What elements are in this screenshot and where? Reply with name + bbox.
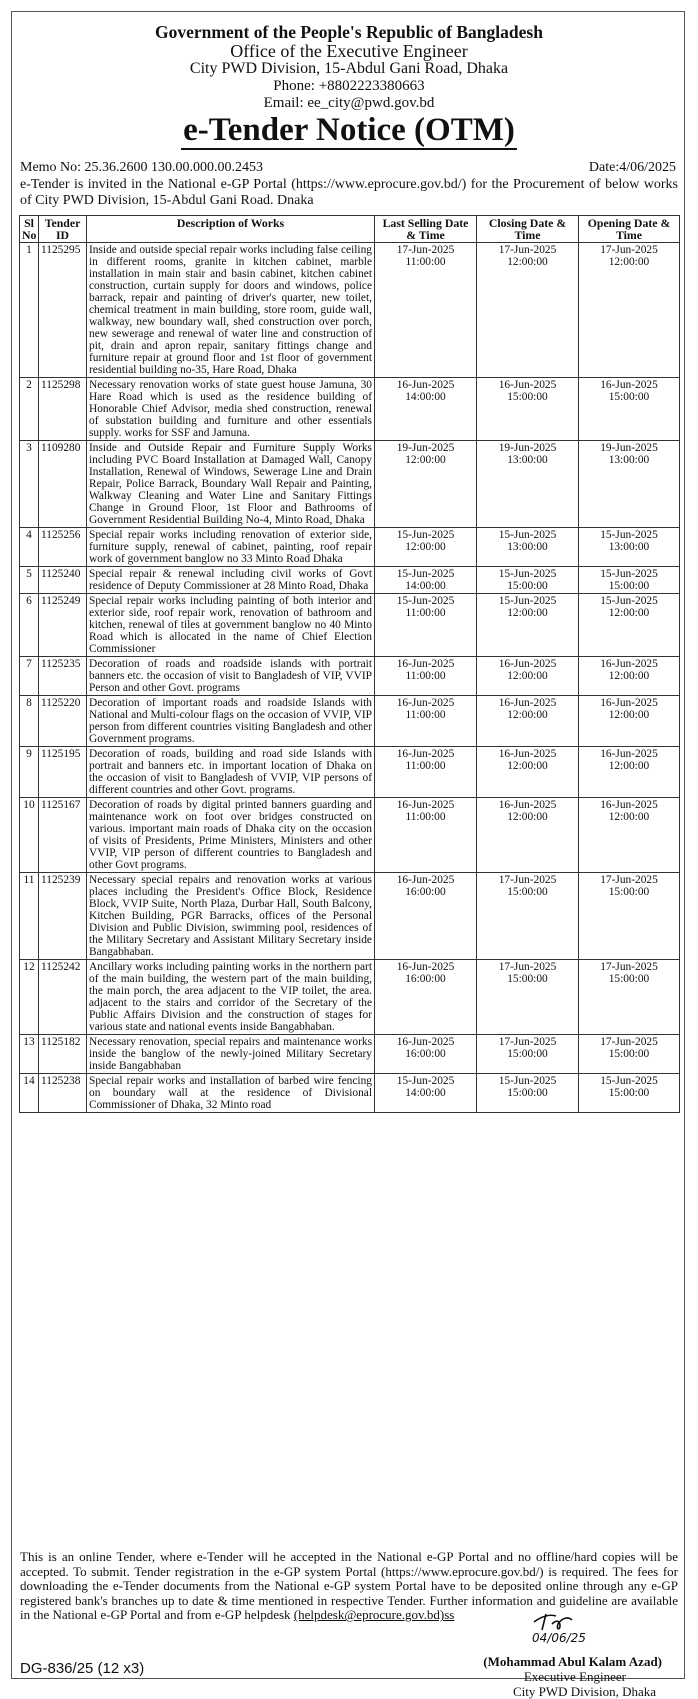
last-selling-cell: [375, 873, 477, 960]
tender-id-cell: 1125295: [39, 243, 87, 378]
signer-title: Executive Engineer: [523, 1669, 626, 1684]
closing-date: 15-Jun-2025: [498, 595, 557, 607]
closing-time: 15:00:00: [507, 886, 548, 898]
table-row: [20, 873, 680, 960]
signer-name: (Mohammad Abul Kalam Azad): [483, 1654, 662, 1669]
closing-date: 16-Jun-2025: [498, 697, 557, 709]
closing-time: 12:00:00: [507, 670, 548, 682]
table-row: [20, 378, 680, 441]
office-heading: Office of the Executive Engineer: [230, 41, 468, 61]
opening-date: 19-Jun-2025: [600, 442, 658, 454]
footer-text: This is an online Tender, where e-Tender will he accepted in the National e-GP Portal and no offline/hard copies will be accepted. To submit. Tender registration in the e-GP system Portal (https://www.eprocure.gov.bd/) is required. The fees for downloading the e-Tender documents from the National e-GP system Portal have to be deposited online through any e-GP registered bank's branches up to date & time mentioned in respective Tender. Further information and guideline are available in the National e-GP Portal and from e-GP helpdesk: [20, 1549, 678, 1623]
description-cell: Decoration of roads and roadside islands with portrait banners etc. the occasion of visit to Bangladesh of VIP, VVIP Person and other Govt. programs: [87, 657, 375, 696]
closing-time: 12:00:00: [507, 760, 548, 772]
opening-cell: [579, 378, 680, 441]
description-cell: Decoration of roads by digital printed banners guarding and maintenance work on foot over bridges constructed on various. important main roads of Dhaka city on the occasion of visits of Presidents, Prime Ministers, Ministers and other VVIP, VIP person of different countries to Bangladesh and other Govt programs.: [87, 798, 375, 873]
opening-cell: [579, 594, 680, 657]
closing-cell: [477, 243, 579, 378]
last-selling-time: 16:00:00: [405, 1048, 446, 1060]
closing-time: 13:00:00: [507, 454, 548, 466]
sl-cell: 6: [20, 594, 39, 657]
last-selling-cell: [375, 747, 477, 798]
opening-cell: [579, 243, 680, 378]
description-cell: Inside and outside special repair works including false ceiling in different rooms, granite in kitchen cabinet, marble installation in main stair and basin cabinet, kitchen cabinet construction, curtain supply for doors and windows, police barrack, repair and painting of driver's quarter, new toilet, chemical treatment in main building, store room, guide wall, walkway, new boundary wall, shed construction over porch, new sewerage and renewal of water line and construction of pit, drain and apron repair, sanitary fittings change and furniture repair at ground floor and 1st floor of government residential building no-35, Hare Road, Dhaka: [87, 243, 375, 378]
last-selling-date: 16-Jun-2025: [396, 961, 455, 973]
closing-cell: [477, 873, 579, 960]
opening-date: 15-Jun-2025: [600, 529, 658, 541]
col-opening-header: Opening Date & Time: [579, 216, 680, 243]
opening-date: 17-Jun-2025: [600, 1036, 658, 1048]
sl-cell: 12: [20, 960, 39, 1035]
table-row: [20, 1074, 680, 1113]
closing-cell: [477, 657, 579, 696]
opening-date: 16-Jun-2025: [600, 697, 658, 709]
description-cell: Special repair works including painting of both interior and exterior side, roof repair work, renovation of bathroom and kitchen, renewal of tiles at government banglow no 40 Minto Road which is allocated in the name of Chief Election Commissioner: [87, 594, 375, 657]
intro-paragraph: e-Tender is invited in the National e-GP Portal (https://www.eprocure.gov.bd/) for the Procurement of below works of City PWD Division, 15-Abdul Gani Road. Dnaka: [20, 177, 678, 208]
sl-cell: 11: [20, 873, 39, 960]
closing-date: 17-Jun-2025: [498, 874, 557, 886]
description-cell: Necessary renovation works of state guest house Jamuna, 30 Hare Road which is used as the residence building of Honorable Chief Advisor, media shed construction, renewal of substation building and furniture and other essentials supply. works for SSF and Jamuna.: [87, 378, 375, 441]
closing-time: 15:00:00: [507, 1087, 548, 1099]
closing-time: 15:00:00: [507, 973, 548, 985]
last-selling-cell: [375, 960, 477, 1035]
opening-date: 17-Jun-2025: [600, 244, 658, 256]
opening-date: 17-Jun-2025: [600, 874, 658, 886]
col-description-header: Description of Works: [87, 216, 375, 243]
table-row: [20, 960, 680, 1035]
last-selling-date: 16-Jun-2025: [396, 874, 455, 886]
last-selling-date: 15-Jun-2025: [396, 568, 455, 580]
opening-time: 12:00:00: [608, 607, 650, 619]
table-row: [20, 696, 680, 747]
tender-id-cell: 1125235: [39, 657, 87, 696]
opening-time: 15:00:00: [608, 1048, 650, 1060]
closing-cell: [477, 747, 579, 798]
closing-cell: [477, 696, 579, 747]
opening-date: 16-Jun-2025: [600, 748, 658, 760]
last-selling-cell: [375, 1074, 477, 1113]
tender-id-cell: 1125240: [39, 567, 87, 594]
notice-date: Date:4/06/2025: [588, 160, 676, 175]
closing-cell: [477, 1074, 579, 1113]
opening-cell: [579, 1074, 680, 1113]
opening-date: 16-Jun-2025: [600, 379, 658, 391]
tender-id-cell: 1125239: [39, 873, 87, 960]
dg-reference: DG-836/25 (12 x3): [20, 1660, 145, 1677]
closing-cell: [477, 528, 579, 567]
last-selling-cell: [375, 441, 477, 528]
col-sl-header: Sl No: [20, 216, 39, 243]
opening-cell: [579, 798, 680, 873]
closing-time: 12:00:00: [507, 811, 548, 823]
closing-date: 19-Jun-2025: [498, 442, 557, 454]
closing-cell: [477, 567, 579, 594]
closing-cell: [477, 441, 579, 528]
last-selling-cell: [375, 567, 477, 594]
opening-cell: [579, 873, 680, 960]
table-row: [20, 747, 680, 798]
opening-time: 15:00:00: [608, 580, 650, 592]
last-selling-date: 16-Jun-2025: [396, 379, 455, 391]
last-selling-time: 11:00:00: [405, 607, 446, 619]
opening-cell: [579, 567, 680, 594]
tender-id-cell: 1109280: [39, 441, 87, 528]
last-selling-date: 15-Jun-2025: [396, 1075, 455, 1087]
table-row: [20, 528, 680, 567]
opening-cell: [579, 441, 680, 528]
opening-time: 13:00:00: [608, 541, 650, 553]
description-cell: Decoration of important roads and roadside Islands with National and Multi-colour flags on the occasion of VVIP, VIP person from different countries visiting Bangladesh and other Government programs.: [87, 696, 375, 747]
tender-id-cell: 1125256: [39, 528, 87, 567]
tender-table-body: [20, 243, 680, 1113]
last-selling-time: 16:00:00: [405, 886, 446, 898]
tender-id-cell: 1125195: [39, 747, 87, 798]
closing-cell: [477, 1035, 579, 1074]
tender-id-cell: 1125220: [39, 696, 87, 747]
last-selling-cell: [375, 657, 477, 696]
last-selling-date: 19-Jun-2025: [396, 442, 455, 454]
helpdesk-email-link[interactable]: (helpdesk@eprocure.gov.bd)ss: [293, 1607, 455, 1623]
opening-date: 16-Jun-2025: [600, 799, 658, 811]
tender-id-cell: 1125298: [39, 378, 87, 441]
division-address: City PWD Division, 15-Abdul Gani Road, Dhaka: [189, 60, 509, 77]
signer-office: City PWD Division, Dhaka: [513, 1684, 656, 1699]
opening-time: 12:00:00: [608, 709, 650, 721]
last-selling-date: 16-Jun-2025: [396, 799, 455, 811]
table-header-row: [20, 216, 680, 243]
opening-time: 13:00:00: [608, 454, 650, 466]
table-row: [20, 594, 680, 657]
last-selling-time: 11:00:00: [405, 811, 446, 823]
last-selling-cell: [375, 528, 477, 567]
description-cell: Ancillary works including painting works in the northern part of the main building, the western part of the main building, the main porch, the area adjacent to the VIP toilet, the area. adjacent to the stairs and corridor of the Secretary of the Public Affairs Division and the construction of stages for various state and national events inside Bangabhaban.: [87, 960, 375, 1035]
table-row: [20, 243, 680, 378]
sl-cell: 5: [20, 567, 39, 594]
table-row: [20, 441, 680, 528]
closing-time: 15:00:00: [507, 580, 548, 592]
last-selling-time: 14:00:00: [405, 1087, 446, 1099]
sl-cell: 1: [20, 243, 39, 378]
opening-time: 12:00:00: [608, 256, 650, 268]
government-heading: Government of the People's Republic of Bangladesh: [155, 22, 543, 42]
last-selling-date: 15-Jun-2025: [396, 529, 455, 541]
col-closing-header: Closing Date & Time: [477, 216, 579, 243]
opening-cell: [579, 960, 680, 1035]
table-row: [20, 798, 680, 873]
col-tender-id-header: Tender ID: [39, 216, 87, 243]
description-cell: Special repair works and installation of barbed wire fencing on boundary wall at the residence of Divisional Commissioner of Dhaka, 32 Minto road: [87, 1074, 375, 1113]
opening-time: 15:00:00: [608, 1087, 650, 1099]
notice-title-text: e-Tender Notice (OTM): [183, 112, 515, 148]
opening-date: 17-Jun-2025: [600, 961, 658, 973]
sl-cell: 10: [20, 798, 39, 873]
col-last-selling-header: Last Selling Date & Time: [375, 216, 477, 243]
opening-cell: [579, 696, 680, 747]
opening-cell: [579, 528, 680, 567]
last-selling-time: 14:00:00: [405, 391, 446, 403]
last-selling-date: 16-Jun-2025: [396, 697, 455, 709]
opening-time: 12:00:00: [608, 670, 650, 682]
last-selling-date: 16-Jun-2025: [396, 748, 455, 760]
opening-time: 15:00:00: [608, 973, 650, 985]
last-selling-cell: [375, 378, 477, 441]
sl-cell: 7: [20, 657, 39, 696]
last-selling-cell: [375, 594, 477, 657]
closing-date: 17-Jun-2025: [498, 244, 557, 256]
opening-time: 15:00:00: [608, 391, 650, 403]
table-row: [20, 1035, 680, 1074]
tender-id-cell: 1125242: [39, 960, 87, 1035]
last-selling-date: 17-Jun-2025: [396, 244, 455, 256]
last-selling-time: 11:00:00: [405, 256, 446, 268]
closing-date: 15-Jun-2025: [498, 568, 557, 580]
last-selling-cell: [375, 1035, 477, 1074]
sl-cell: 4: [20, 528, 39, 567]
closing-cell: [477, 960, 579, 1035]
description-cell: Decoration of roads, building and road side Islands with portrait and banners etc. in important location of Dhaka on the occasion of visit to Bangladesh of VVIP, VIP persons of different countries and other Govt. programs.: [87, 747, 375, 798]
opening-date: 15-Jun-2025: [600, 568, 658, 580]
closing-date: 16-Jun-2025: [498, 748, 557, 760]
email-line: Email: ee_city@pwd.gov.bd: [263, 95, 435, 111]
last-selling-cell: [375, 243, 477, 378]
closing-cell: [477, 594, 579, 657]
opening-cell: [579, 747, 680, 798]
closing-date: 16-Jun-2025: [498, 379, 557, 391]
last-selling-time: 11:00:00: [405, 760, 446, 772]
last-selling-date: 15-Jun-2025: [396, 595, 455, 607]
closing-date: 17-Jun-2025: [498, 1036, 557, 1048]
table-row: [20, 567, 680, 594]
opening-cell: [579, 657, 680, 696]
tender-id-cell: 1125238: [39, 1074, 87, 1113]
sl-cell: 13: [20, 1035, 39, 1074]
closing-cell: [477, 798, 579, 873]
opening-date: 15-Jun-2025: [600, 595, 658, 607]
sl-cell: 3: [20, 441, 39, 528]
last-selling-time: 11:00:00: [405, 709, 446, 721]
closing-time: 15:00:00: [507, 391, 548, 403]
last-selling-cell: [375, 696, 477, 747]
closing-time: 12:00:00: [507, 709, 548, 721]
tender-id-cell: 1125249: [39, 594, 87, 657]
closing-date: 16-Jun-2025: [498, 799, 557, 811]
sl-cell: 8: [20, 696, 39, 747]
opening-time: 15:00:00: [608, 886, 650, 898]
closing-time: 12:00:00: [507, 256, 548, 268]
tender-table: [19, 215, 680, 1113]
last-selling-cell: [375, 798, 477, 873]
last-selling-date: 16-Jun-2025: [396, 658, 455, 670]
description-cell: Inside and Outside Repair and Furniture Supply Works including PVC Board Installation at Damaged Wall, Canopy Installation, Renewal of Windows, Sewerage Line and Drain Repair, Police Barrack, Boundary Wall Repair and Painting, Walkway Cleaning and Water Line and Sanitary Fittings Change in Ground Floor, 1st Floor and Bathrooms of Government Residential Building No-4, Minto Road, Dhaka: [87, 441, 375, 528]
closing-date: 17-Jun-2025: [498, 961, 557, 973]
closing-time: 15:00:00: [507, 1048, 548, 1060]
description-cell: Special repair works including renovation of exterior side, furniture supply, renewal of cabinet, painting, roof repair work of government banglow no 33 Minto Road Dhaka: [87, 528, 375, 567]
closing-date: 16-Jun-2025: [498, 658, 557, 670]
tender-id-cell: 1125182: [39, 1035, 87, 1074]
closing-cell: [477, 378, 579, 441]
last-selling-time: 12:00:00: [405, 541, 446, 553]
description-cell: Necessary special repairs and renovation works at various places including the President's Office Block, Residence Block, VVIP Suite, North Plaza, Durbar Hall, South Balcony, Kitchen Building, PGR Barracks, offices of the Personal Division and Public Division, swimming pool, residences of the Military Secretary and Assistant Military Secretary inside Bangabhaban.: [87, 873, 375, 960]
closing-time: 12:00:00: [507, 607, 548, 619]
description-cell: Necessary renovation, special repairs and maintenance works inside the banglow of the newly-joined Military Secretary inside Bangabhaban: [87, 1035, 375, 1074]
opening-time: 12:00:00: [608, 760, 650, 772]
signature-date: 04/06/25: [532, 1631, 586, 1645]
signature-image: [512, 1608, 662, 1650]
opening-time: 12:00:00: [608, 811, 650, 823]
sl-cell: 14: [20, 1074, 39, 1113]
last-selling-time: 16:00:00: [405, 973, 446, 985]
last-selling-time: 11:00:00: [405, 670, 446, 682]
table-row: [20, 657, 680, 696]
notice-title: [12, 114, 686, 147]
closing-date: 15-Jun-2025: [498, 529, 557, 541]
sl-cell: 9: [20, 747, 39, 798]
opening-date: 15-Jun-2025: [600, 1075, 658, 1087]
last-selling-time: 12:00:00: [405, 454, 446, 466]
closing-time: 13:00:00: [507, 541, 548, 553]
description-cell: Special repair & renewal including civil works of Govt residence of Deputy Commissioner at 28 Minto Road, Dhaka: [87, 567, 375, 594]
opening-date: 16-Jun-2025: [600, 658, 658, 670]
tender-id-cell: 1125167: [39, 798, 87, 873]
last-selling-date: 16-Jun-2025: [396, 1036, 455, 1048]
closing-date: 15-Jun-2025: [498, 1075, 557, 1087]
last-selling-time: 14:00:00: [405, 580, 446, 592]
phone-line: Phone: +8802223380663: [273, 78, 425, 94]
notice-page: [11, 11, 685, 1699]
sl-cell: 2: [20, 378, 39, 441]
opening-cell: [579, 1035, 680, 1074]
memo-number: Memo No: 25.36.2600 130.00.000.00.2453: [20, 160, 264, 175]
